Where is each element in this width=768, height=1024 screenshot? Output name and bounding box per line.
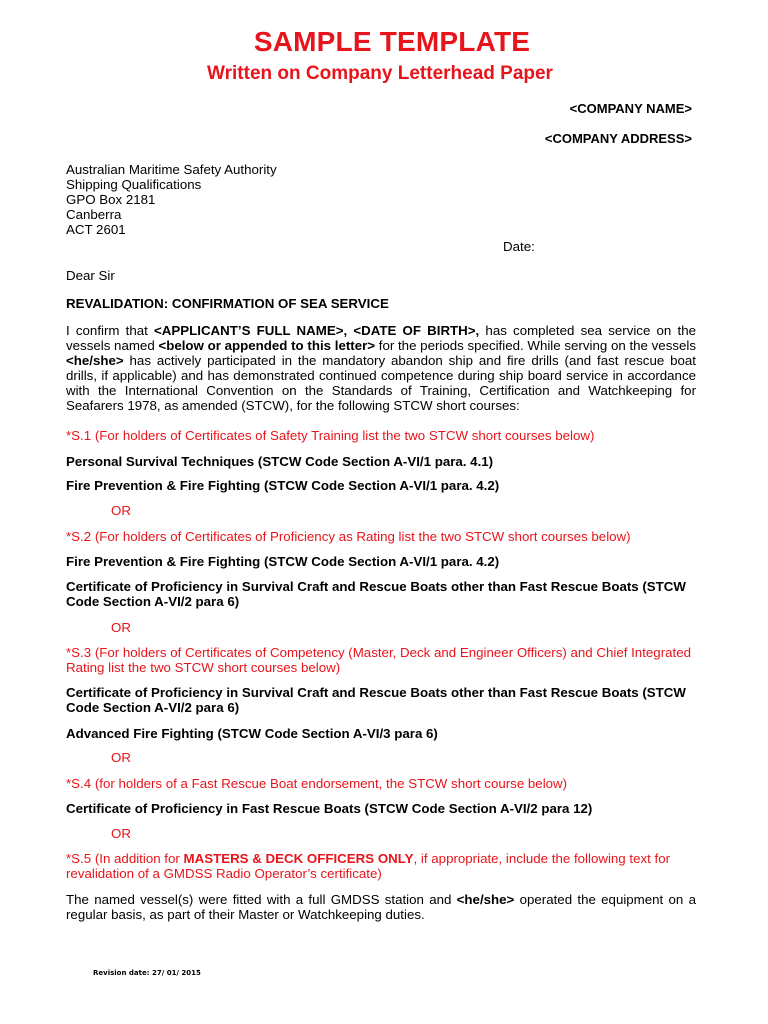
or-separator: OR [111, 620, 131, 635]
intro-paragraph [66, 323, 696, 413]
intro-text: has completed sea service on the vessels named [66, 323, 696, 353]
s2-note: *S.2 (For holders of Certificates of Proficiency as Rating list the two STCW short courses below) [66, 529, 631, 544]
date-label: Date: [503, 239, 535, 254]
revision-date: Revision date: 27/ 01/ 2015 [93, 969, 201, 977]
s5-text: , if appropriate, include the following text for revalidation of a GMDSS Radio Operator’s certificate) [66, 851, 671, 881]
or-separator: OR [111, 750, 131, 765]
intro-text: has actively participated in the mandatory abandon ship and fire drills (and fast rescue boat drills, if applicable) and has demonstrated continued competence during ship board service in accordance with the International Convention on the Standards of Training, Certification and Watchkeeping for Seafarers 1978, as amended (STCW), for the following STCW short courses: [66, 353, 696, 413]
salutation: Dear Sir [66, 268, 115, 283]
s1-course-2: Fire Prevention & Fire Fighting (STCW Code Section A-VI/1 para. 4.2) [66, 478, 500, 493]
vessels-placeholder: <below or appended to this letter> [158, 338, 376, 353]
recipient-line: GPO Box 2181 [66, 192, 156, 207]
intro-text: for the periods specified. While serving on the vessels [375, 338, 696, 353]
s5-note [66, 851, 696, 881]
s3-note: *S.3 (For holders of Certificates of Competency (Master, Deck and Engineer Officers) and Chief Integrated Rating list the two STCW short courses below) [66, 645, 691, 675]
s5-text: *S.5 (In addition for [66, 851, 184, 866]
recipient-line: Shipping Qualifications [66, 177, 202, 192]
s3-course-1: Certificate of Proficiency in Survival Craft and Rescue Boats other than Fast Rescue Boats (STCW Code Section A-VI/2 para 6) [66, 685, 686, 715]
s1-course-1: Personal Survival Techniques (STCW Code Section A-VI/1 para. 4.1) [66, 454, 494, 469]
pronoun-placeholder: <he/she> [66, 353, 124, 368]
or-separator: OR [111, 826, 131, 841]
subject-line: REVALIDATION: CONFIRMATION OF SEA SERVICE [66, 296, 389, 311]
company-address: <COMPANY ADDRESS> [544, 131, 692, 146]
intro-text: I confirm that [66, 323, 155, 338]
s4-note: *S.4 (for holders of a Fast Rescue Boat endorsement, the STCW short course below) [66, 776, 568, 791]
applicant-placeholder: <APPLICANT’S FULL NAME>, <DATE OF BIRTH>, [154, 323, 480, 338]
gmdss-text: The named vessel(s) were fitted with a full GMDSS station and [66, 892, 457, 907]
s4-course-1: Certificate of Proficiency in Fast Rescue Boats (STCW Code Section A-VI/2 para 12) [66, 801, 593, 816]
template-subtitle: Written on Company Letterhead Paper [207, 63, 553, 84]
s2-course-1: Fire Prevention & Fire Fighting (STCW Code Section A-VI/1 para. 4.2) [66, 554, 500, 569]
gmdss-paragraph [66, 892, 696, 922]
s1-note: *S.1 (For holders of Certificates of Safety Training list the two STCW short courses below) [66, 428, 595, 443]
recipient-line: Canberra [66, 207, 122, 222]
template-title: SAMPLE TEMPLATE [253, 26, 531, 57]
s2-course-2: Certificate of Proficiency in Survival Craft and Rescue Boats other than Fast Rescue Boats (STCW Code Section A-VI/2 para 6) [66, 579, 686, 609]
recipient-line: Australian Maritime Safety Authority [66, 162, 277, 177]
gmdss-text: operated the equipment on a regular basis, as part of their Master or Watchkeeping duties. [66, 892, 696, 922]
s3-course-2: Advanced Fire Fighting (STCW Code Section A-VI/3 para 6) [66, 726, 438, 741]
pronoun-placeholder: <he/she> [456, 892, 515, 907]
company-name: <COMPANY NAME> [569, 101, 692, 116]
s5-emphasis: MASTERS & DECK OFFICERS ONLY [183, 851, 414, 866]
recipient-line: ACT 2601 [66, 222, 126, 237]
recipient-address [66, 162, 277, 237]
or-separator: OR [111, 503, 131, 518]
